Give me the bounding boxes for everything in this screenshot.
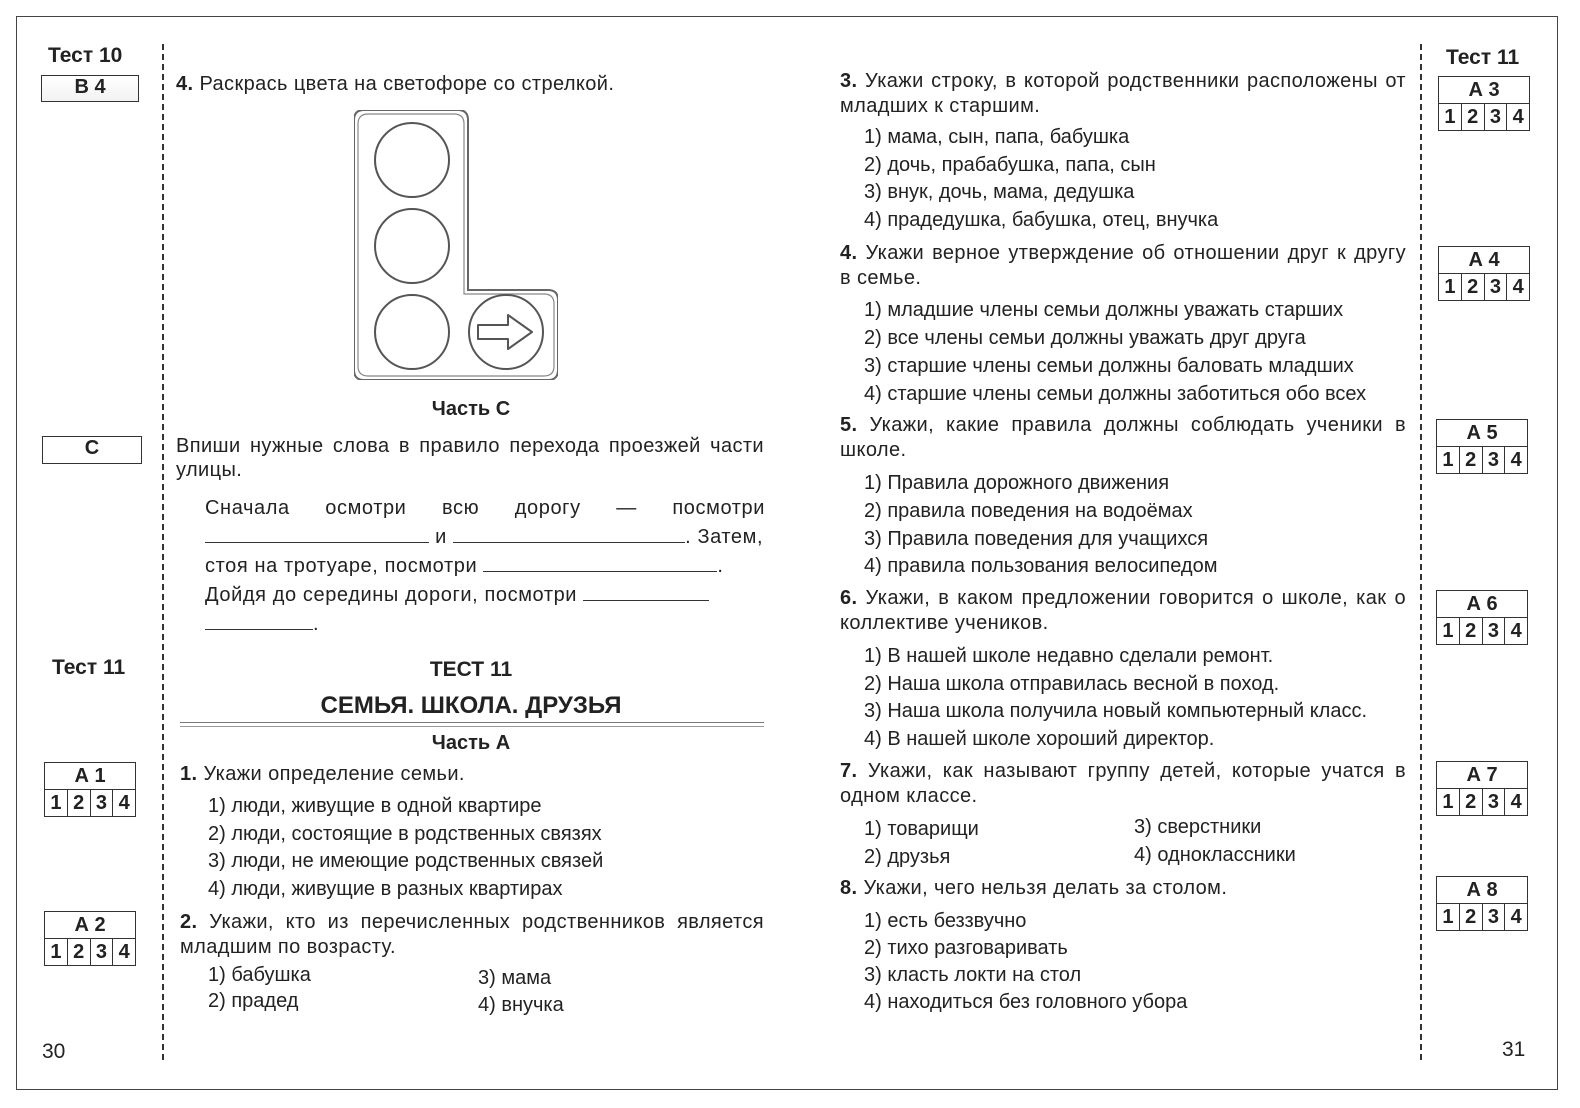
part-c-rule — [205, 494, 765, 639]
answer-option-3[interactable]: 3 — [1483, 789, 1506, 815]
option-item[interactable]: 3) мама — [478, 967, 552, 989]
margin-test11-label: Тест 11 — [52, 656, 126, 679]
question-number: 2. — [180, 911, 198, 933]
option-item[interactable]: 2) все члены семьи должны уважать друг друга — [864, 327, 1306, 349]
traffic-light-bottom-lamp[interactable] — [374, 294, 450, 370]
answer-option-3[interactable]: 3 — [1483, 447, 1506, 473]
answer-option-1[interactable]: 1 — [1437, 904, 1460, 930]
answer-option-4[interactable]: 4 — [118, 792, 130, 814]
answer-option-2[interactable]: 2 — [68, 790, 91, 816]
answer-option-3[interactable]: 3 — [1485, 104, 1508, 130]
answer-grid-code: А 6 — [1437, 591, 1527, 618]
right-arrow-icon — [470, 296, 542, 368]
answer-grid-a3[interactable] — [1438, 76, 1530, 131]
part-c-heading: Часть С — [431, 398, 511, 420]
option-item[interactable]: 3) внук, дочь, мама, дедушка — [864, 181, 1135, 203]
question-number: 6. — [840, 587, 858, 609]
rule-line-5 — [205, 610, 765, 639]
question-text: Укажи, чего нельзя делать за столом. — [863, 877, 1228, 899]
answer-option-4[interactable]: 4 — [1510, 791, 1522, 813]
option-item[interactable]: 2) прадед — [208, 990, 299, 1012]
answer-option-4[interactable]: 4 — [1510, 449, 1522, 471]
answer-option-4[interactable]: 4 — [1512, 276, 1524, 298]
left-margin-divider — [162, 44, 164, 1060]
option-item[interactable]: 2) люди, состоящие в родственных связях — [208, 823, 602, 845]
question-number: 3. — [840, 70, 858, 92]
option-item[interactable]: 1) младшие члены семьи должны уважать старших — [864, 299, 1344, 321]
answer-box-c[interactable]: С — [42, 436, 142, 464]
option-item[interactable]: 4) В нашей школе хороший директор. — [864, 728, 1215, 750]
question-text: Укажи верное утверждение об отношении друг к другу в семье. — [840, 242, 1406, 289]
answer-grid-a2[interactable] — [44, 911, 136, 966]
question-number: 4. — [176, 73, 194, 95]
answer-option-2[interactable]: 2 — [1460, 447, 1483, 473]
option-item[interactable]: 4) правила пользования велосипедом — [864, 555, 1218, 577]
test-11-subtitle: СЕМЬЯ. ШКОЛА. ДРУЗЬЯ — [320, 692, 622, 719]
test-11-title: ТЕСТ 11 — [429, 658, 513, 681]
answer-option-3[interactable]: 3 — [1483, 904, 1506, 930]
page-number-right: 31 — [1502, 1038, 1526, 1061]
question-text: Укажи, как называют группу детей, которые учатся в одном классе. — [840, 760, 1406, 807]
margin-test10-label: Тест 10 — [48, 44, 123, 67]
part-a-heading: Часть А — [431, 732, 511, 754]
traffic-light-top-lamp[interactable] — [374, 122, 450, 198]
option-item[interactable]: 2) Наша школа отправилась весной в поход. — [864, 673, 1280, 695]
traffic-light-middle-lamp[interactable] — [374, 208, 450, 284]
answer-option-2[interactable]: 2 — [1462, 104, 1485, 130]
answer-option-1[interactable]: 1 — [1437, 789, 1460, 815]
option-item[interactable]: 4) внучка — [478, 994, 564, 1016]
answer-option-1[interactable]: 1 — [1439, 274, 1462, 300]
question-text: Укажи определение семьи. — [203, 763, 465, 785]
answer-grid-code: А 4 — [1439, 247, 1529, 274]
question-text: Укажи, кто из перечисленных родственников является младшим по возрасту. — [180, 911, 764, 958]
question-number: 1. — [180, 763, 198, 785]
option-item[interactable]: 3) сверстники — [1134, 816, 1262, 838]
option-item[interactable]: 3) старшие члены семьи должны баловать младших — [864, 355, 1354, 377]
option-item[interactable]: 3) люди, не имеющие родственных связей — [208, 850, 604, 872]
answer-option-3[interactable]: 3 — [91, 790, 114, 816]
option-item[interactable]: 3) Наша школа получила новый компьютерный класс. — [864, 700, 1368, 722]
option-item[interactable]: 1) Правила дорожного движения — [864, 472, 1170, 494]
rule-line-2 — [205, 523, 765, 552]
question-2 — [180, 910, 764, 960]
answer-grid-a8[interactable] — [1436, 876, 1528, 931]
answer-option-1[interactable]: 1 — [1437, 447, 1460, 473]
answer-grid-a5[interactable] — [1436, 419, 1528, 474]
question-number: 7. — [840, 760, 858, 782]
answer-option-4[interactable]: 4 — [1510, 906, 1522, 928]
answer-option-3[interactable]: 3 — [91, 939, 114, 965]
option-item[interactable]: 4) одноклассники — [1134, 844, 1296, 866]
option-item[interactable]: 4) прадедушка, бабушка, отец, внучка — [864, 209, 1219, 231]
answer-option-1[interactable]: 1 — [1439, 104, 1462, 130]
question-4-left — [176, 72, 766, 97]
answer-grid-a6[interactable] — [1436, 590, 1528, 645]
answer-grid-code: А 2 — [45, 912, 135, 939]
answer-option-1[interactable]: 1 — [45, 790, 68, 816]
answer-option-3[interactable]: 3 — [1485, 274, 1508, 300]
question-3 — [840, 69, 1406, 119]
answer-option-2[interactable]: 2 — [1460, 789, 1483, 815]
question-text: Укажи, в каком предложении говорится о школе, как о коллективе учеников. — [840, 587, 1406, 634]
question-5 — [840, 413, 1406, 463]
rule-line-3-end: . — [717, 555, 724, 577]
answer-option-1[interactable]: 1 — [1437, 618, 1460, 644]
answer-option-4[interactable]: 4 — [1510, 620, 1522, 642]
answer-option-4[interactable]: 4 — [118, 941, 130, 963]
question-6 — [840, 586, 1406, 636]
blank-field-1[interactable] — [205, 524, 429, 543]
option-item[interactable]: 3) класть локти на стол — [864, 964, 1082, 986]
answer-grid-code: А 7 — [1437, 762, 1527, 789]
margin-test11-label-right: Тест 11 — [1446, 46, 1520, 69]
rule-then: . Затем, — [685, 526, 764, 548]
blank-field-4[interactable] — [583, 582, 709, 601]
question-number: 5. — [840, 414, 858, 436]
question-number: 4. — [840, 242, 858, 264]
blank-field-3[interactable] — [483, 553, 717, 572]
answer-option-2[interactable]: 2 — [1460, 904, 1483, 930]
option-item[interactable]: 2) дочь, прабабушка, папа, сын — [864, 154, 1156, 176]
traffic-light-arrow-lamp[interactable] — [468, 294, 544, 370]
question-1 — [180, 762, 766, 787]
question-text: Укажи строку, в которой родственники расположены от младших к старшим. — [840, 70, 1406, 117]
blank-field-2[interactable] — [453, 524, 685, 543]
option-item[interactable]: 1) есть беззвучно — [864, 910, 1027, 932]
answer-option-4[interactable]: 4 — [1512, 106, 1524, 128]
right-margin-divider — [1420, 44, 1422, 1060]
option-item[interactable]: 2) тихо разговаривать — [864, 937, 1068, 959]
answer-box-b4[interactable]: В 4 — [41, 75, 139, 102]
option-item[interactable]: 2) друзья — [864, 846, 951, 868]
option-item[interactable]: 1) люди, живущие в одной квартире — [208, 795, 542, 817]
answer-grid-a7[interactable] — [1436, 761, 1528, 816]
answer-grid-code: А 8 — [1437, 877, 1527, 904]
rule-line-3-text: стоя на тротуаре, посмотри — [205, 555, 478, 577]
rule-line-4-text: Дойдя до середины дороги, посмотри — [205, 584, 578, 606]
answer-option-1[interactable]: 1 — [45, 939, 68, 965]
answer-option-2[interactable]: 2 — [68, 939, 91, 965]
option-item[interactable]: 2) правила поведения на водоёмах — [864, 500, 1193, 522]
page-number-left: 30 — [42, 1040, 66, 1063]
answer-grid-code: А 1 — [45, 763, 135, 790]
answer-grid-code: А 5 — [1437, 420, 1527, 447]
rule-and: и — [435, 526, 447, 548]
rule-line-1: Сначала осмотри всю дорогу — посмотри — [205, 497, 765, 519]
option-item[interactable]: 1) товарищи — [864, 818, 979, 840]
option-item[interactable]: 3) Правила поведения для учащихся — [864, 528, 1209, 550]
answer-grid-code: А 3 — [1439, 77, 1529, 104]
rule-line-5-end: . — [313, 613, 320, 635]
option-item[interactable]: 1) мама, сын, папа, бабушка — [864, 126, 1130, 148]
option-item[interactable]: 1) В нашей школе недавно сделали ремонт. — [864, 645, 1274, 667]
answer-grid-a1[interactable] — [44, 762, 136, 817]
question-text: Раскрась цвета на светофоре со стрелкой. — [199, 73, 615, 95]
question-4-right — [840, 241, 1406, 291]
answer-option-3[interactable]: 3 — [1483, 618, 1506, 644]
answer-grid-a4[interactable] — [1438, 246, 1530, 301]
question-number: 8. — [840, 877, 858, 899]
option-item[interactable]: 4) находиться без головного убора — [864, 991, 1188, 1013]
option-item[interactable]: 1) бабушка — [208, 964, 311, 986]
blank-field-5[interactable] — [205, 611, 313, 630]
title-divider — [180, 722, 764, 727]
rule-line-3 — [205, 552, 765, 581]
part-c-instruction: Впиши нужные слова в правило перехода проезжей части улицы. — [176, 435, 764, 481]
question-8 — [840, 876, 1406, 901]
option-item[interactable]: 4) старшие члены семьи должны заботиться обо всех — [864, 383, 1367, 405]
option-item[interactable]: 4) люди, живущие в разных квартирах — [208, 878, 563, 900]
question-7 — [840, 759, 1406, 809]
answer-option-2[interactable]: 2 — [1460, 618, 1483, 644]
traffic-light-figure[interactable] — [354, 110, 558, 380]
answer-option-2[interactable]: 2 — [1462, 274, 1485, 300]
rule-line-4 — [205, 581, 765, 610]
question-text: Укажи, какие правила должны соблюдать ученики в школе. — [840, 414, 1406, 461]
